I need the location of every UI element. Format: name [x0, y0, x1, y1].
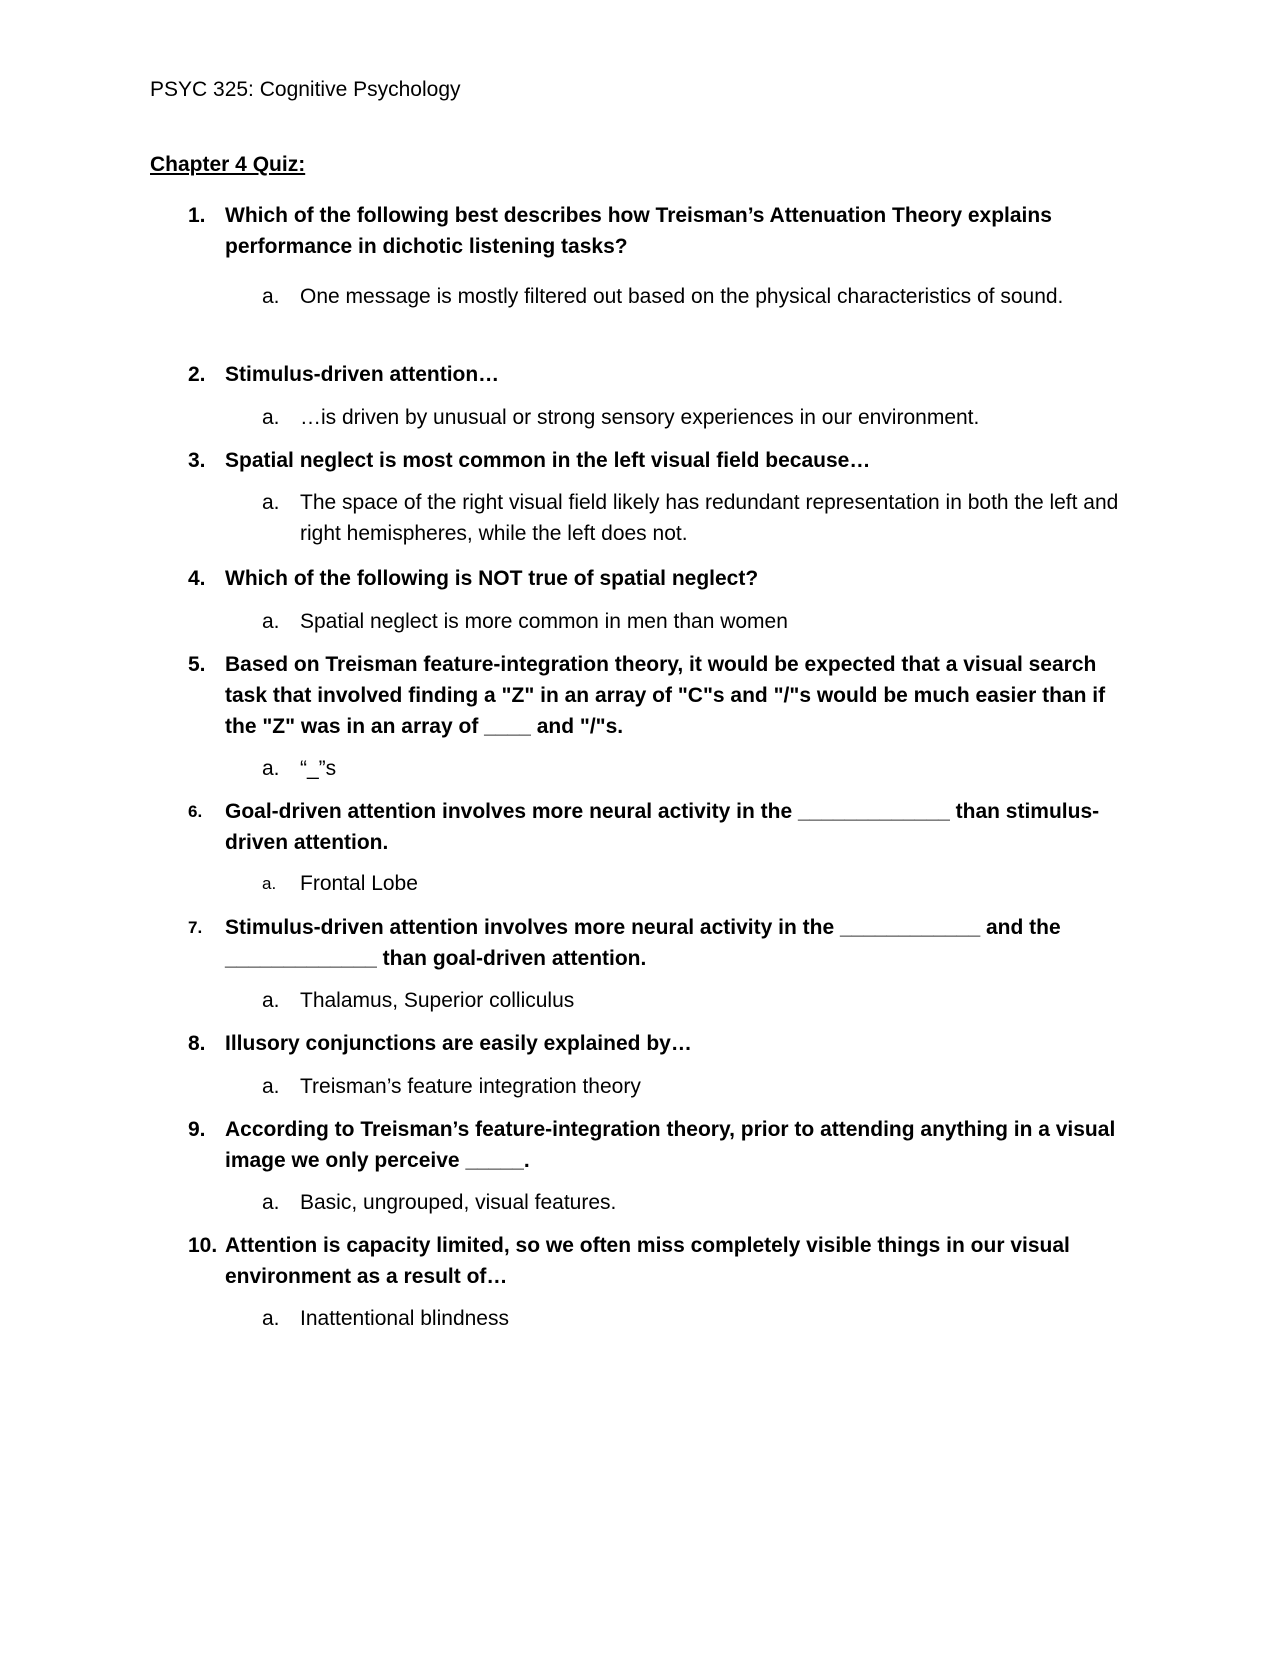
question-text: Stimulus-driven attention…	[225, 363, 500, 386]
question-number: 10.	[188, 1234, 218, 1257]
question-text: Stimulus-driven attention involves more neural activity in the ____________ and the _____________ than goal-driven attention.	[225, 916, 1061, 970]
answer-text: Basic, ungrouped, visual features.	[300, 1191, 617, 1214]
question-number: 5.	[188, 653, 206, 676]
course-title: PSYC 325: Cognitive Psychology	[150, 78, 461, 101]
answer-letter: a.	[262, 1191, 280, 1214]
question-text: Which of the following is NOT true of spatial neglect?	[225, 567, 759, 590]
answer-text: “_”s	[300, 757, 337, 780]
answer-letter: a.	[262, 1307, 280, 1330]
question-text: Attention is capacity limited, so we often miss completely visible things in our visual environment as a result of…	[225, 1234, 1070, 1288]
question-text: Goal-driven attention involves more neural activity in the _____________ than stimulus-driven attention.	[225, 800, 1100, 854]
question-number: 6.	[188, 802, 203, 821]
answer-text: Spatial neglect is more common in men than women	[300, 610, 788, 633]
question-number: 3.	[188, 449, 206, 472]
question-text: Illusory conjunctions are easily explained by…	[225, 1032, 692, 1055]
answer-letter: a.	[262, 757, 280, 780]
question-text: According to Treisman’s feature-integration theory, prior to attending anything in a visual image we only perceive _____.	[225, 1118, 1116, 1172]
answer-text: Inattentional blindness	[300, 1307, 509, 1330]
question-number: 4.	[188, 567, 206, 590]
answer-text: One message is mostly filtered out based on the physical characteristics of sound.	[300, 285, 1064, 308]
answer-text: Treisman’s feature integration theory	[300, 1075, 641, 1098]
quiz-heading: Chapter 4 Quiz:	[150, 153, 306, 176]
question-number: 1.	[188, 204, 206, 227]
question-text: Spatial neglect is most common in the left visual field because…	[225, 449, 871, 472]
question-text: Based on Treisman feature-integration theory, it would be expected that a visual search task that involved finding a "Z" in an array of "C"s and "/"s would be much easier than if the "Z" was in an array of ____ and "/"s.	[225, 653, 1106, 738]
question-number: 2.	[188, 363, 206, 386]
question-text: Which of the following best describes how Treisman’s Attenuation Theory explains performance in dichotic listening tasks?	[225, 204, 1052, 258]
answer-text: The space of the right visual field likely has redundant representation in both the left and right hemispheres, while the left does not.	[300, 491, 1119, 545]
answer-letter: a.	[262, 406, 280, 429]
question-number: 7.	[188, 918, 203, 937]
answer-letter: a.	[262, 610, 280, 633]
answer-text: …is driven by unusual or strong sensory experiences in our environment.	[300, 406, 980, 429]
answer-letter: a.	[262, 1075, 280, 1098]
answer-letter: a.	[262, 989, 280, 1012]
answer-text: Thalamus, Superior colliculus	[300, 989, 575, 1012]
answer-letter: a.	[262, 285, 280, 308]
answer-letter: a.	[262, 874, 277, 893]
question-number: 8.	[188, 1032, 206, 1055]
answer-letter: a.	[262, 491, 280, 514]
answer-text: Frontal Lobe	[300, 872, 418, 895]
question-number: 9.	[188, 1118, 206, 1141]
